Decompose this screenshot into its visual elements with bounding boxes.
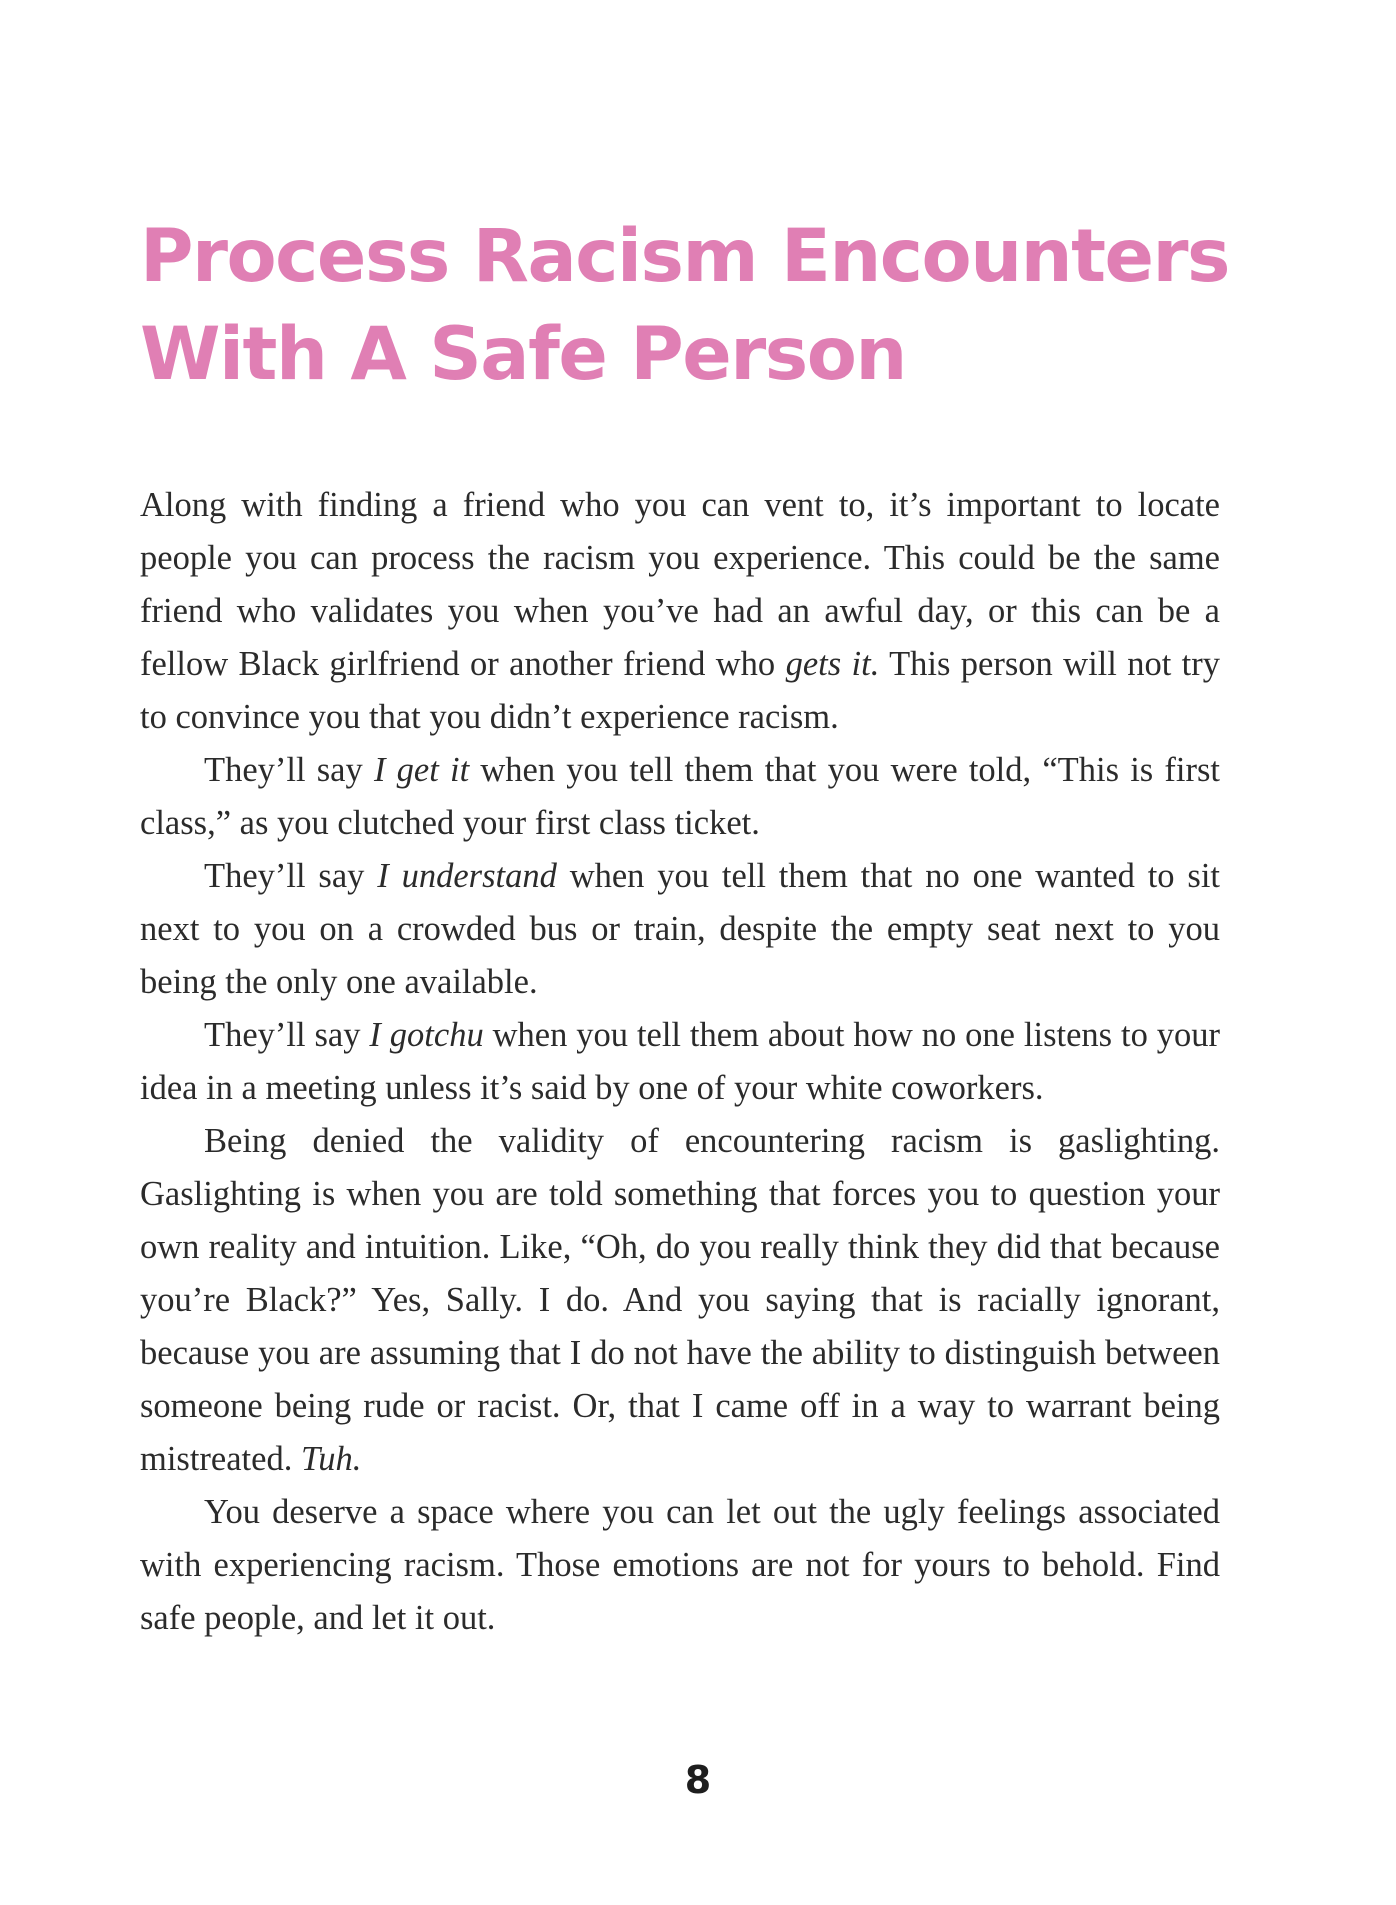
- page-title: [140, 208, 1290, 404]
- paragraph: [140, 744, 1220, 850]
- paragraph: [140, 850, 1220, 1009]
- title-line-1: Process Racism Encounters: [140, 214, 1230, 299]
- paragraph-text: You deserve a space where you can let out the ugly feelings associated with experiencing racism. Those emotions are not for yours to behold. Find safe people, and let it out.: [140, 1493, 1220, 1637]
- emphasis-text: gets it.: [785, 645, 880, 683]
- paragraph: [140, 479, 1220, 744]
- paragraph-text: Being denied the validity of encountering racism is gaslighting. Gaslighting is when you are told something that forces you to question your own reality and intuition. Like, “Oh, do you really think they did that because you’re Black?” Yes, Sally. I do. And you saying that is racially ignorant, because you are assuming that I do not have the ability to distinguish between someone being rude or racist. Or, that I came off in a way to warrant being mistreated.: [140, 1122, 1220, 1478]
- title-line-2: With A Safe Person: [140, 312, 906, 397]
- emphasis-text: I understand: [377, 857, 557, 895]
- body-text: [140, 479, 1220, 1645]
- paragraph: [140, 1486, 1220, 1645]
- paragraph-text: when you tell them that no one wanted to sit next to you on a crowded bus or train, despite the empty seat next to you being the only one available.: [140, 857, 1220, 1001]
- paragraph-text: This person will not try to convince you that you didn’t experience racism.: [140, 645, 1221, 736]
- paragraph-text: when you tell them that you were told, “This is first class,” as you clutched your first class ticket.: [140, 751, 1220, 842]
- emphasis-text: I get it: [373, 751, 470, 789]
- paragraph-text: They’ll say: [204, 751, 374, 789]
- paragraph-text: when you tell them about how no one listens to your idea in a meeting unless it’s said by one of your white coworkers.: [140, 1016, 1220, 1107]
- emphasis-text: Tuh.: [300, 1440, 362, 1478]
- paragraph-text: They’ll say: [204, 857, 378, 895]
- paragraph-text: They’ll say: [204, 1016, 370, 1054]
- paragraph: [140, 1115, 1220, 1486]
- page-number: 8: [684, 1758, 712, 1802]
- emphasis-text: I gotchu: [369, 1016, 484, 1054]
- paragraph: [140, 1009, 1220, 1115]
- paragraph-text: Along with finding a friend who you can vent to, it’s important to locate people you can process the racism you experience. This could be the same friend who validates you when you’ve had an awful day, or this can be a fellow Black girlfriend or another friend who: [140, 486, 1220, 683]
